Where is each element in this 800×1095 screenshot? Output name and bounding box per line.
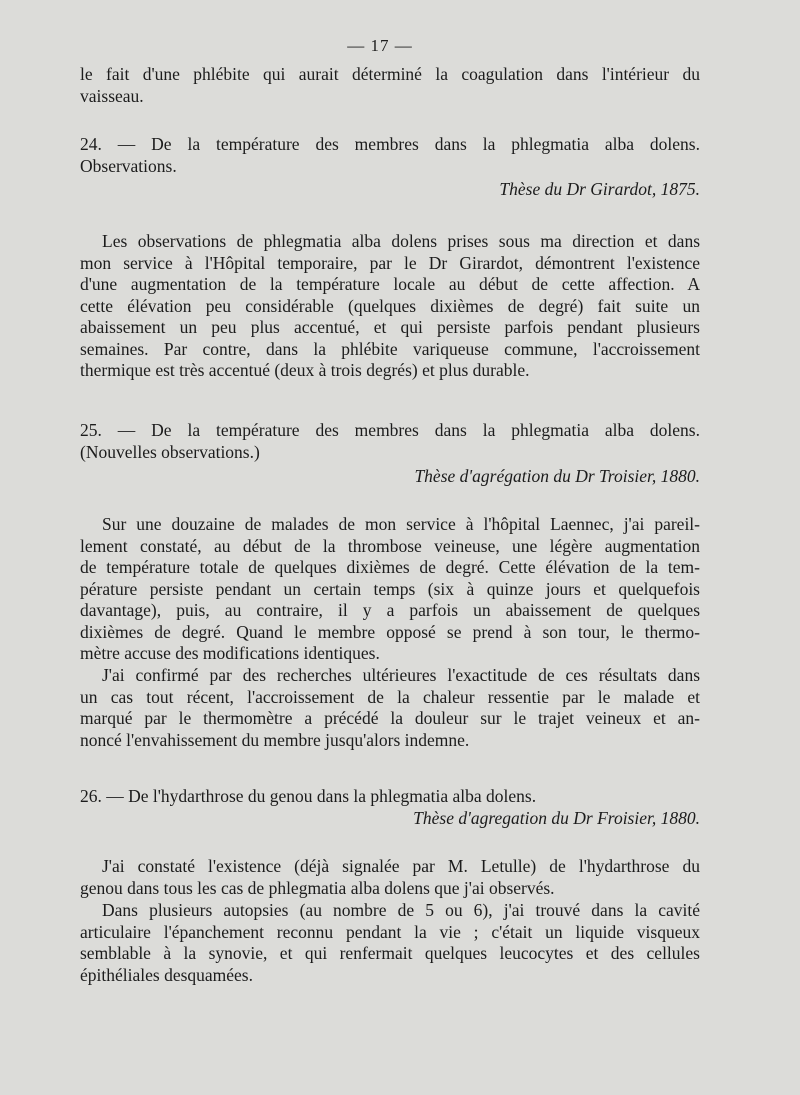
text-line: J'ai confirmé par des recherches ultérieures l'exactitude de ces résultats dans [102, 665, 700, 685]
section-26-paragraph-2 [80, 900, 700, 986]
section-heading-line: 26. — De l'hydarthrose du genou dans la phlegmatia alba dolens. [80, 786, 537, 806]
section-heading-line: (Nouvelles observations.) [80, 441, 260, 462]
section-25-heading [80, 420, 700, 463]
text-line: le fait d'une phlébite qui aurait déterminé la coagulation dans l'intérieur du [80, 64, 700, 84]
text-line: pérature persiste pendant un certain temps (six à quinze jours et quelquefois [80, 578, 700, 599]
intro-paragraph [80, 64, 700, 107]
text-line: abaissement un peu plus accentué, et qui persiste parfois pendant plusieurs [80, 317, 700, 337]
text-line: Les observations de phlegmatia alba dolens prises sous ma direction et dans [102, 231, 700, 251]
section-24-paragraph [80, 231, 700, 382]
text-line: marqué par le thermomètre a précédé la douleur sur le trajet veineux et an- [80, 708, 700, 728]
text-line: Dans plusieurs autopsies (au nombre de 5 ou 6), j'ai trouvé dans la cavité [102, 900, 700, 920]
text-line: dixièmes de degré. Quand le membre opposé se prend à son tour, le thermo- [80, 621, 700, 642]
text-line: de température totale de quelques dixièmes de degré. Cette élévation de la tem- [80, 557, 700, 577]
text-line: thermique est très accentué (deux à trois degrés) et plus durable. [80, 360, 530, 380]
section-25-paragraph-1 [80, 514, 700, 665]
section-25-source: Thèse d'agrégation du Dr Troisier, 1880. [414, 466, 700, 486]
text-line: Sur une douzaine de malades de mon service à l'hôpital Laennec, j'ai pareil- [102, 514, 700, 534]
section-heading-line: 24. — De la température des membres dans la phlegmatia alba dolens. [80, 134, 700, 154]
text-line: un cas tout récent, l'accroissement de la chaleur ressentie par le malade et [80, 686, 700, 707]
text-line: cette élévation peu considérable (quelques dixièmes de degré) fait suite un [80, 295, 700, 316]
text-line: J'ai constaté l'existence (déjà signalée par M. Letulle) de l'hydarthrose du [102, 856, 700, 876]
text-line: lement constaté, au début de la thrombose veineuse, une légère augmentation [80, 535, 700, 556]
section-26-paragraph-1 [80, 856, 700, 899]
section-26-heading [80, 786, 700, 808]
text-line: semaines. Par contre, dans la phlébite variqueuse commune, l'accroissement [80, 338, 700, 359]
text-line: davantage), puis, au contraire, il y a parfois un abaissement de quelques [80, 600, 700, 620]
text-line: semblable à la synovie, et qui renfermait quelques leucocytes et des cellules [80, 943, 700, 963]
section-24-heading [80, 134, 700, 177]
page-number: — 17 — [347, 36, 413, 55]
section-heading-line: 25. — De la température des membres dans la phlegmatia alba dolens. [80, 420, 700, 440]
section-26-source: Thèse d'agregation du Dr Froisier, 1880. [413, 808, 700, 828]
section-24-source: Thèse du Dr Girardot, 1875. [499, 179, 700, 199]
text-line: articulaire l'épanchement reconnu pendant la vie ; c'était un liquide visqueux [80, 921, 700, 942]
section-25-paragraph-2 [80, 665, 700, 751]
text-line: d'une augmentation de la température locale au début de cette affection. A [80, 274, 700, 294]
text-line: genou dans tous les cas de phlegmatia alba dolens que j'ai observés. [80, 877, 555, 898]
text-line: épithéliales desquamées. [80, 964, 253, 985]
text-line: noncé l'envahissement du membre jusqu'alors indemne. [80, 729, 470, 750]
text-line: mon service à l'Hôpital temporaire, par le Dr Girardot, démontrent l'existence [80, 252, 700, 273]
text-line: vaisseau. [80, 85, 144, 106]
text-line: mètre accuse des modifications identiques. [80, 643, 380, 663]
section-heading-line: Observations. [80, 155, 177, 176]
